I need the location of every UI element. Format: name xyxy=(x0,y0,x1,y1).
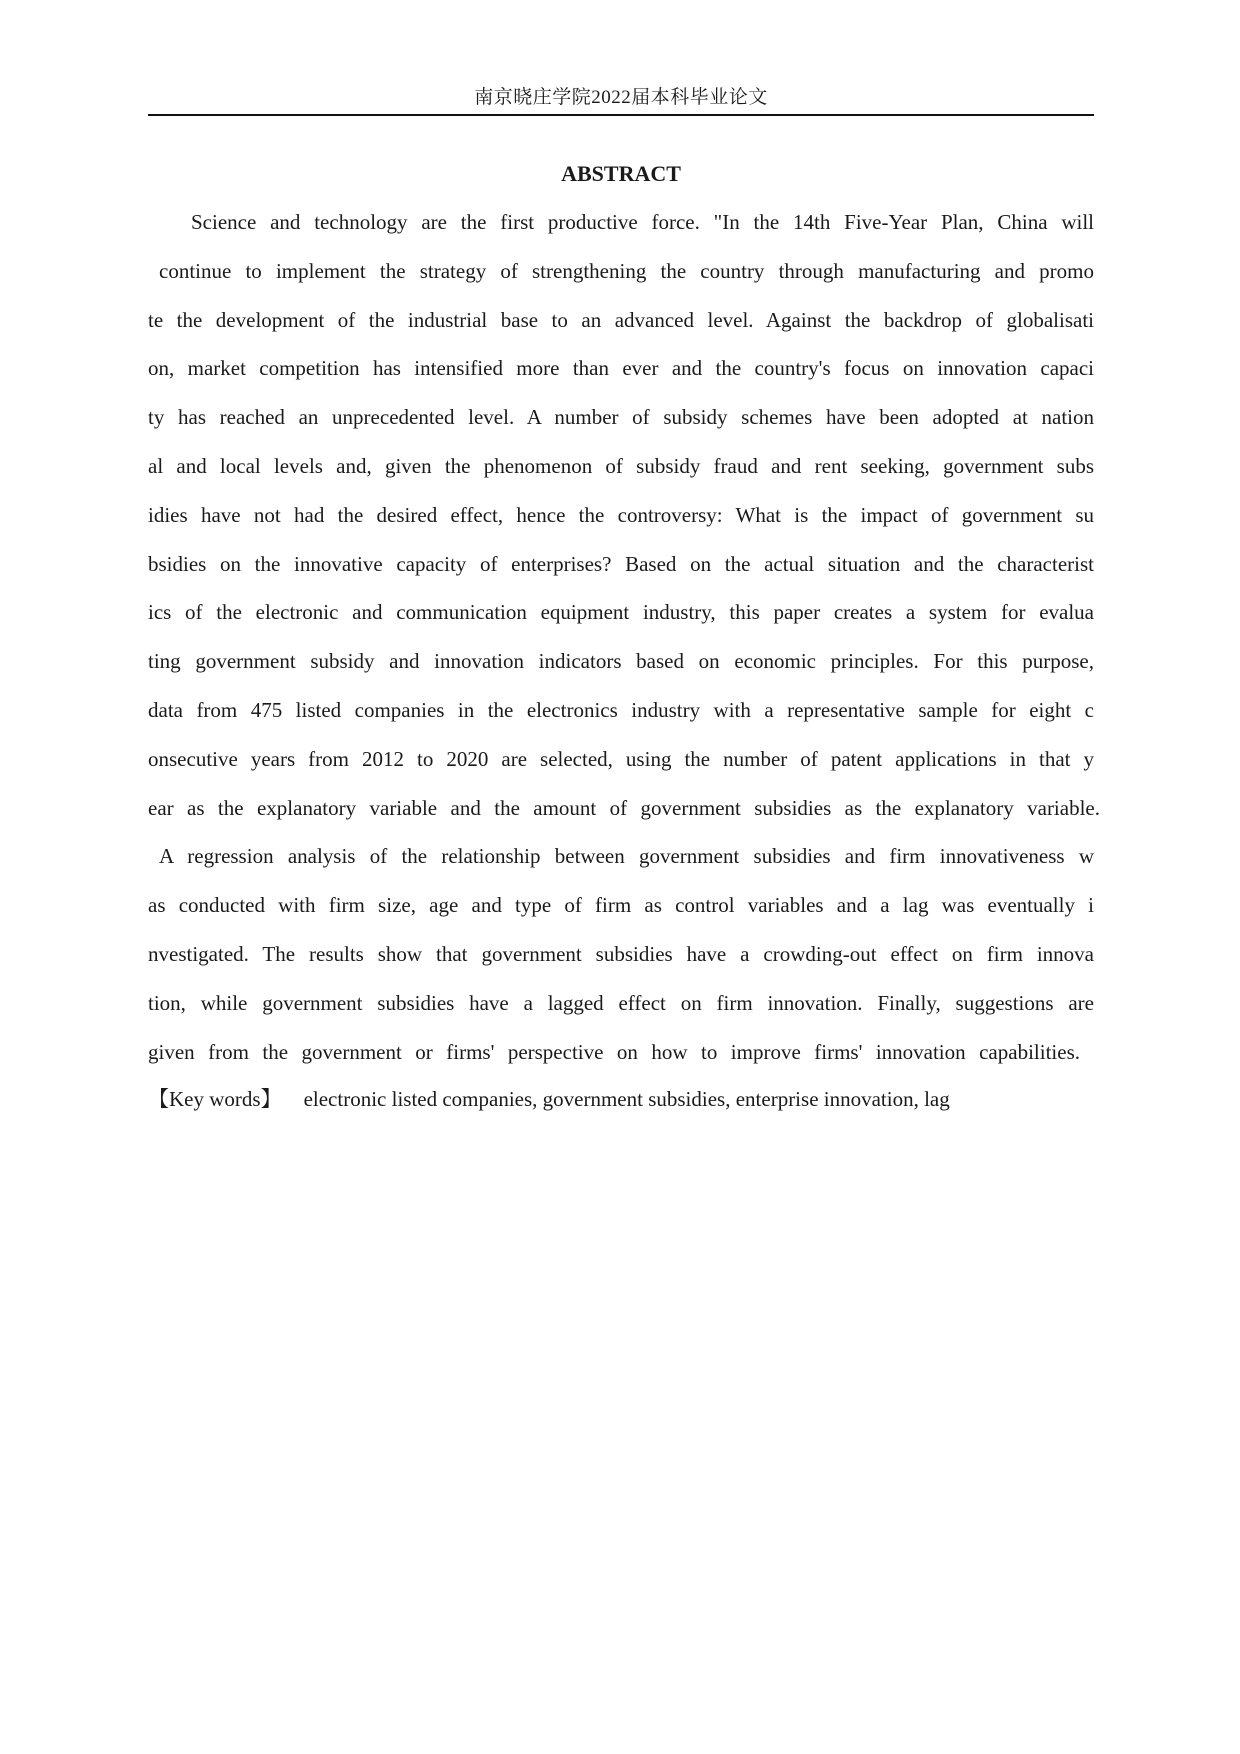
abstract-line: al and local levels and, given the phenomenon of subsidy fraud and rent seeking, government subs xyxy=(148,453,1094,478)
abstract-line: Science and technology are the first productive force. "In the 14th Five-Year Plan, China will xyxy=(191,210,1094,234)
abstract-line: te the development of the industrial base to an advanced level. Against the backdrop of globalisati xyxy=(148,307,1094,332)
abstract-line: ty has reached an unprecedented level. A number of subsidy schemes have been adopted at nation xyxy=(148,405,1094,430)
abstract-title: ABSTRACT xyxy=(561,161,681,186)
abstract-line: onsecutive years from 2012 to 2020 are selected, using the number of patent applications in that y xyxy=(148,746,1094,771)
abstract-line: ics of the electronic and communication equipment industry, this paper creates a system for evalua xyxy=(148,600,1094,625)
abstract-line: A regression analysis of the relationship between government subsidies and firm innovativeness w xyxy=(159,844,1094,869)
abstract-line: on, market competition has intensified more than ever and the country's focus on innovation capaci xyxy=(148,356,1094,381)
abstract-line: given from the government or firms' perspective on how to improve firms' innovation capabilities. xyxy=(148,1039,1080,1064)
keywords-line xyxy=(148,1081,950,1117)
abstract-line: idies have not had the desired effect, hence the controversy: What is the impact of government su xyxy=(148,502,1094,527)
abstract-body xyxy=(148,204,1100,1082)
abstract-line: ear as the explanatory variable and the amount of government subsidies as the explanatory variable. xyxy=(148,795,1100,820)
page-header: 南京晓庄学院2022届本科毕业论文 xyxy=(474,87,768,108)
abstract-line: tion, while government subsidies have a lagged effect on firm innovation. Finally, suggestions are xyxy=(148,990,1094,1015)
abstract-line: continue to implement the strategy of strengthening the country through manufacturing and promo xyxy=(159,258,1094,283)
abstract-line: bsidies on the innovative capacity of enterprises? Based on the actual situation and the characterist xyxy=(148,551,1094,576)
keywords-label: 【Key words】 xyxy=(148,1087,282,1111)
abstract-line: as conducted with firm size, age and type of firm as control variables and a lag was eventually i xyxy=(148,893,1094,918)
abstract-line: data from 475 listed companies in the electronics industry with a representative sample for eight c xyxy=(148,697,1094,722)
abstract-line: nvestigated. The results show that government subsidies have a crowding-out effect on firm innova xyxy=(148,941,1094,966)
abstract-line: ting government subsidy and innovation indicators based on economic principles. For this purpose, xyxy=(148,649,1094,674)
header-rule xyxy=(148,114,1094,116)
keywords-text: electronic listed companies, government subsidies, enterprise innovation, lag xyxy=(303,1087,950,1111)
